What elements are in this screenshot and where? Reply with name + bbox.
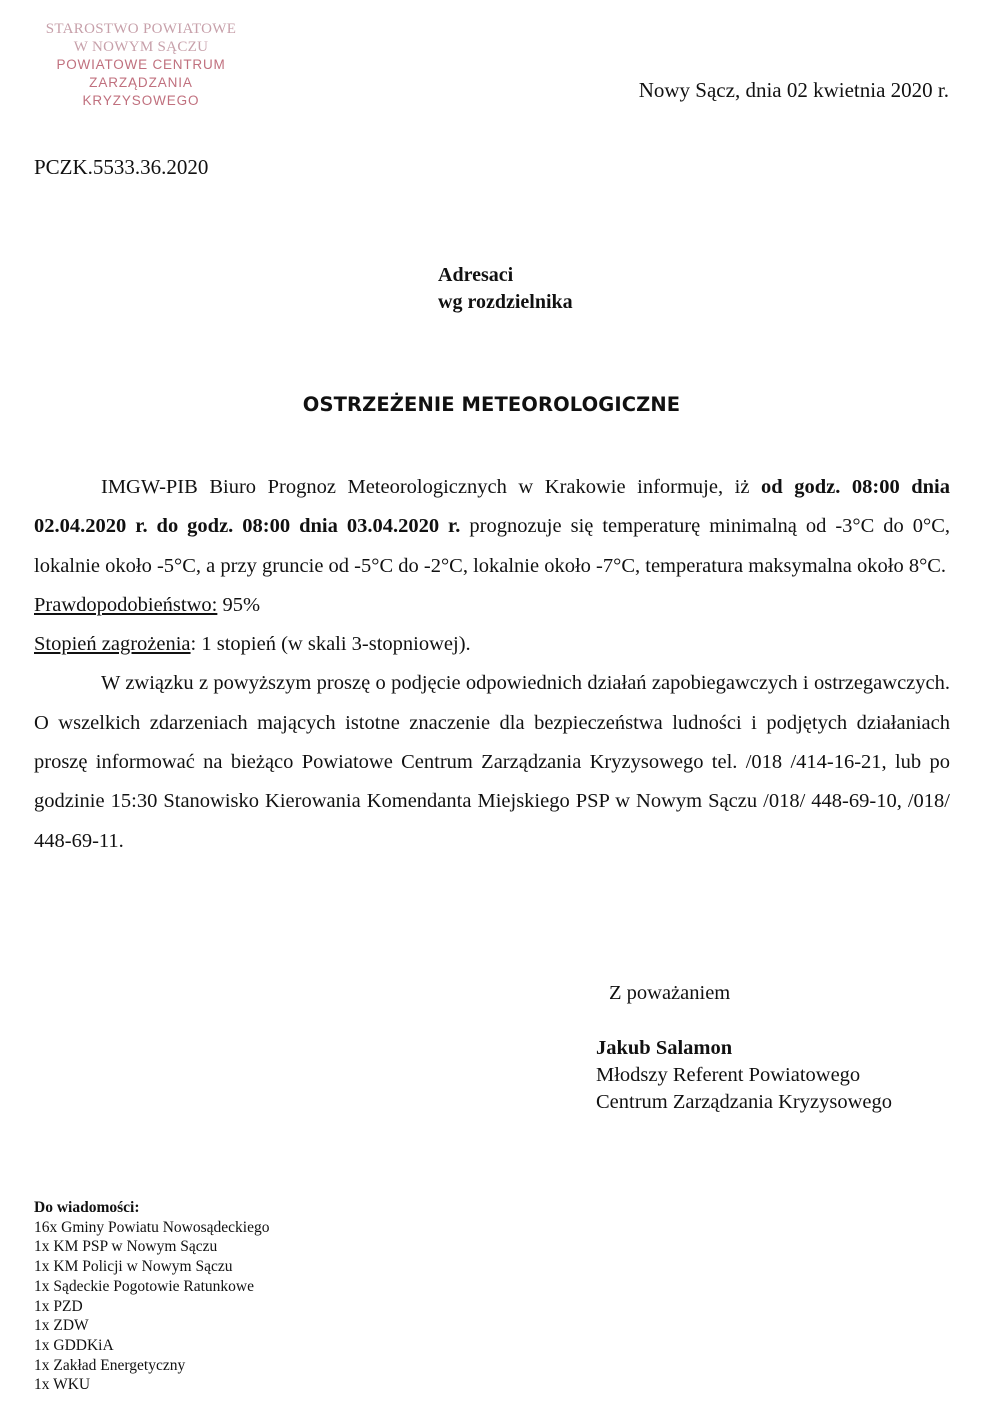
threat-level-value: : 1 stopień (w skali 3-stopniowej). [190, 633, 471, 656]
distribution-item: 1x GDDKiA [34, 1336, 114, 1354]
document-body [34, 468, 950, 861]
probability-line [34, 586, 950, 625]
reference-number: PCZK.5533.36.2020 [34, 155, 209, 179]
distribution-item: 1x KM Policji w Nowym Sączu [34, 1258, 233, 1276]
place-date: Nowy Sącz, dnia 02 kwietnia 2020 r. [638, 78, 949, 102]
threat-level-line [34, 625, 950, 664]
warning-period: od godz. 08:00 dnia 02.04.2020 r. do godz. 08:00 dnia 03.04.2020 r. [34, 476, 950, 538]
warning-text: prognozuje się temperaturę minimalną od -3°C do 0°C, lokalnie około -5°C, a przy gruncie od -5°C do -2°C, lokalnie około -7°C, temperatura maksymalna około 8°C. [34, 515, 950, 577]
closing-salutation: Z poważaniem [609, 982, 731, 1004]
distribution-item: 16x Gminy Powiatu Nowosądeckiego [34, 1218, 270, 1236]
stamp-line: W NOWYM SĄCZU [73, 39, 209, 55]
addressee-block [438, 262, 573, 316]
distribution-item: 1x Zakład Energetyczny [34, 1356, 186, 1374]
distribution-item: 1x ZDW [34, 1317, 89, 1335]
document-title: OSTRZEŻENIE METEOROLOGICZNE [302, 393, 681, 416]
threat-level-label: Stopień zagrożenia [34, 633, 191, 656]
distribution-item: 1x PZD [34, 1297, 83, 1315]
warning-paragraph [34, 468, 950, 586]
signatory-position: Centrum Zarządzania Kryzysowego [596, 1091, 892, 1113]
stamp-line: STAROSTWO POWIATOWE [45, 21, 237, 37]
addressee-line: wg rozdzielnika [438, 291, 573, 313]
probability-label: Prawdopodobieństwo: [34, 593, 218, 616]
warning-text: IMGW-PIB Biuro Prognoz Meteorologicznych w Krakowie informuje, iż [101, 476, 761, 498]
distribution-item: 1x WKU [34, 1376, 91, 1394]
addressee-line: Adresaci [438, 264, 514, 286]
distribution-heading: Do wiadomości: [34, 1199, 140, 1216]
probability-value: 95% [217, 593, 261, 616]
instructions-paragraph: W związku z powyższym proszę o podjęcie odpowiednich działań zapobiegawczych i ostrzegawczych. O wszelkich zdarzeniach mających istotne znaczenie dla bezpieczeństwa ludności i podjętych działaniach proszę informować na bieżąco Powiatowe Centrum Zarządzania Kryzysowego tel. /018 /414-16-21, lub po godzinie 15:30 Stanowisko Kierowania Komendanta Miejskiego PSP w Nowym Sączu /018/ 448-69-10, /018/ 448-69-11. [34, 672, 950, 852]
distribution-list [34, 1198, 269, 1395]
distribution-item: 1x KM PSP w Nowym Sączu [34, 1238, 218, 1256]
stamp-line: POWIATOWE CENTRUM [56, 57, 226, 72]
signature-block [596, 1035, 892, 1116]
stamp-line: ZARZĄDZANIA KRYZYSOWEGO [82, 75, 200, 108]
official-stamp [30, 20, 252, 110]
signatory-name: Jakub Salamon [596, 1037, 733, 1059]
signatory-position: Młodszy Referent Powiatowego [596, 1064, 861, 1086]
distribution-item: 1x Sądeckie Pogotowie Ratunkowe [34, 1277, 254, 1295]
